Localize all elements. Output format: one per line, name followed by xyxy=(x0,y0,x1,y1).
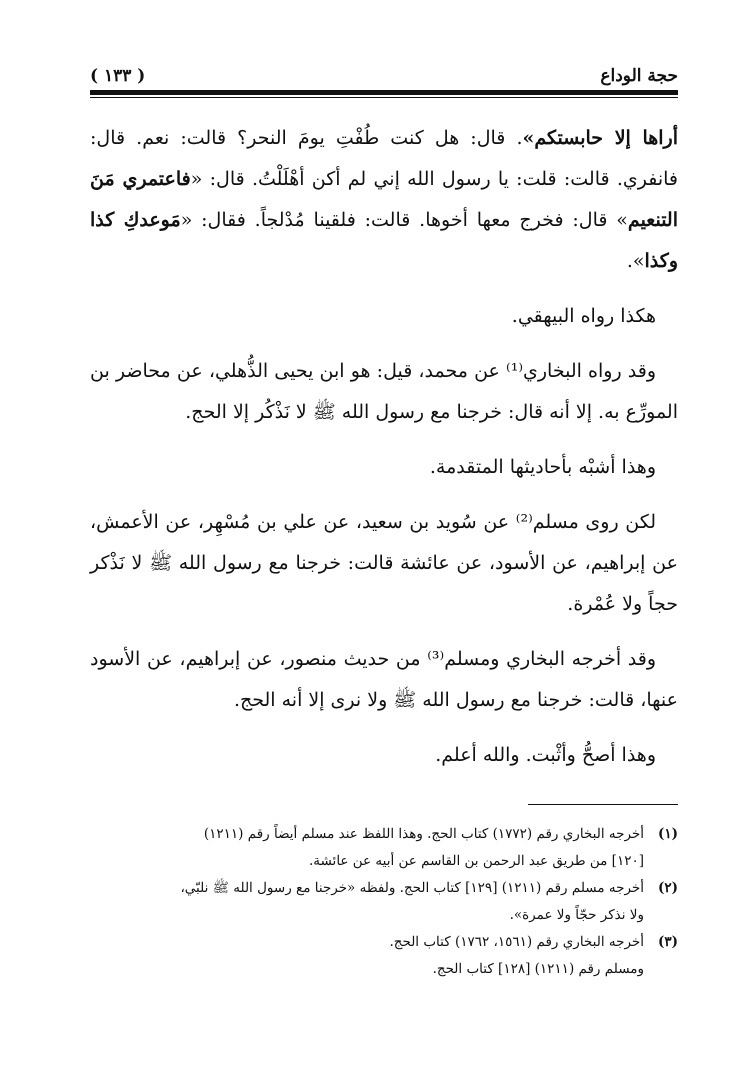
quote-bold-2: فاعتمري مَنَ التنعيم xyxy=(90,168,679,231)
footnote-body xyxy=(90,929,644,983)
paragraph-7: وهذا أصحُّ وأثْبت. والله أعلم. xyxy=(435,744,656,766)
footnote-2 xyxy=(90,875,678,929)
text-run-1: . قال: هل كنت طُفْتِ يومَ النحر؟ قالت: نعم. قال: فانفري. قالت: قلت: يا رسول الله إني لم أكن أهْلَلْتُ. قال: « xyxy=(90,127,678,190)
paragraph-4: وهذا أشبْه بأحاديثها المتقدمة. xyxy=(429,456,656,478)
paragraph-3: وقد رواه البخاري⁽¹⁾ عن محمد، قيل: هو ابن يحيى الذُّهلي، عن محاضر بن المورِّع به. إلا أنه قال: خرجنا مع رسول الله ﷺ لا نَذْكُر إلا الحج. xyxy=(90,360,678,423)
footnote-rule xyxy=(528,804,678,805)
footnote-marker: (١) xyxy=(657,826,678,842)
text-run-2: » قال: فخرج معها أخوها. قالت: فلقينا مُدْلجاً. فقال: « xyxy=(180,209,628,231)
footnote-line: أخرجه البخاري رقم (١٧٧٢) كتاب الحج. وهذا اللفظ عند مسلم أيضاً رقم (١٢١١) xyxy=(203,826,644,842)
footnotes xyxy=(90,821,678,983)
paragraph-6: وقد أخرجه البخاري ومسلم⁽³⁾ من حديث منصور، عن إبراهيم، عن الأسود عنها، قالت: خرجنا مع رسول الله ﷺ ولا نرى إلا أنه الحج. xyxy=(90,648,678,711)
running-header xyxy=(90,58,678,86)
header-rule-thick xyxy=(90,90,678,95)
page-number: ( ١٣٣ ) xyxy=(90,66,146,86)
footnote-body xyxy=(90,875,644,929)
paragraph-5: لكن روى مسلم⁽²⁾ عن سُويد بن سعيد، عن علي بن مُسْهِر، عن الأعمش، عن إبراهيم، عن الأسود، عن عائشة قالت: خرجنا مع رسول الله ﷺ لا نَذْكر حجاً ولا عُمْرة. xyxy=(90,511,678,615)
footnote-1 xyxy=(90,821,678,875)
header-title: حجة الوداع xyxy=(600,66,678,86)
header-rule-thin xyxy=(90,97,678,98)
quote-bold-1: أراها إلا حابستكم» xyxy=(522,127,678,149)
footnote-marker: (٢) xyxy=(657,880,678,896)
footnote-3 xyxy=(90,929,678,983)
footnote-body xyxy=(90,821,644,875)
footnote-line: [١٢٠] من طريق عبد الرحمن بن القاسم عن أبيه عن عائشة. xyxy=(308,853,644,869)
footnote-line: ولا نذكر حجّاً ولا عمرة». xyxy=(509,907,644,923)
paragraph-1 xyxy=(90,118,678,282)
footnote-line: أخرجه البخاري رقم (١٥٦١، ١٧٦٢) كتاب الحج. xyxy=(389,934,644,950)
footnote-line: ومسلم رقم (١٢١١) [١٢٨] كتاب الحج. xyxy=(432,961,644,977)
text-run-3: ». xyxy=(626,250,645,272)
main-text xyxy=(90,118,678,776)
quote-bold-3: مَوعدكِ كذا وكذا xyxy=(90,209,678,272)
book-page xyxy=(90,58,678,983)
footnote-line: أخرجه مسلم رقم (١٢١١) [١٢٩] كتاب الحج. ولفظه «خرجنا مع رسول الله ﷺ نلبّي، xyxy=(180,880,644,896)
paragraph-2: هكذا رواه البيهقي. xyxy=(511,305,656,327)
footnote-marker: (٣) xyxy=(657,934,678,950)
